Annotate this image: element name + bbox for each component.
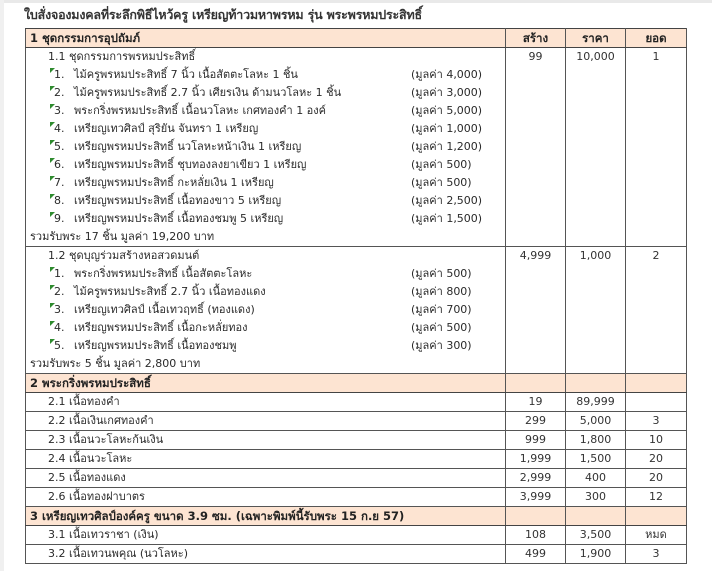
balance-value: 3 (626, 412, 687, 431)
balance-value: หมด (626, 526, 687, 545)
price-value: 1,000 (566, 247, 626, 266)
item-value: (มูลค่า 300) (411, 339, 472, 352)
item-value: (มูลค่า 1,200) (411, 140, 483, 153)
price-value: 1,900 (566, 545, 626, 564)
column-header-created: สร้าง (506, 29, 566, 48)
list-item (26, 102, 687, 120)
text-number-flag-icon (50, 321, 55, 326)
price-value: 5,000 (566, 412, 626, 431)
list-item (26, 174, 687, 192)
list-item (26, 319, 687, 337)
balance-value: 12 (626, 488, 687, 507)
price-value: 1,500 (566, 450, 626, 469)
row-label: 2.1 เนื้อทองคำ (26, 393, 506, 412)
price-value: 1,800 (566, 431, 626, 450)
balance-value: 1 (626, 48, 687, 67)
section-header-1 (26, 29, 687, 48)
item-number: 4. (54, 122, 65, 135)
list-item (26, 265, 687, 283)
text-number-flag-icon (50, 303, 55, 308)
table-row (26, 545, 687, 564)
created-count: 3,999 (506, 488, 566, 507)
price-value: 10,000 (566, 48, 626, 67)
group-total: รวมรับพระ 5 ชิ้น มูลค่า 2,800 บาท (26, 355, 506, 374)
item-value: (มูลค่า 700) (411, 303, 472, 316)
item-text: เหรียญเทวศิลป์ เนื้อเทวฤทธิ์ (ทองแดง) (74, 303, 255, 316)
row-label: 3.1 เนื้อเทวราชา (เงิน) (26, 526, 506, 545)
created-count: 299 (506, 412, 566, 431)
column-header-price: ราคา (566, 29, 626, 48)
item-number: 1. (54, 267, 65, 280)
item-text: เหรียญเทวศิลป์ สุริยัน จันทรา 1 เหรียญ (74, 122, 259, 135)
text-number-flag-icon (50, 140, 55, 145)
list-item (26, 120, 687, 138)
group-row (26, 247, 687, 266)
item-number: 4. (54, 321, 65, 334)
created-count: 99 (506, 48, 566, 67)
text-number-flag-icon (50, 194, 55, 199)
text-number-flag-icon (50, 104, 55, 109)
table-row (26, 526, 687, 545)
list-item (26, 138, 687, 156)
item-number: 2. (54, 86, 65, 99)
balance-value: 20 (626, 450, 687, 469)
row-label: 2.4 เนื้อนวะโลหะ (26, 450, 506, 469)
text-number-flag-icon (50, 68, 55, 73)
item-value: (มูลค่า 500) (411, 321, 472, 334)
section-title: 2 พระกริ่งพรหมประสิทธิ์ (26, 374, 506, 393)
balance-value: 20 (626, 469, 687, 488)
window-top-edge (0, 0, 712, 3)
created-count: 2,999 (506, 469, 566, 488)
list-item (26, 283, 687, 301)
item-number: 2. (54, 285, 65, 298)
list-item (26, 301, 687, 319)
group-label: 1.2 ชุดบุญร่วมสร้างหอสวดมนต์ (26, 247, 506, 266)
group-total-row (26, 355, 687, 374)
item-number: 8. (54, 194, 65, 207)
row-label: 3.2 เนื้อเทวนพคุณ (นวโลหะ) (26, 545, 506, 564)
table-row (26, 488, 687, 507)
item-value: (มูลค่า 800) (411, 285, 472, 298)
item-number: 6. (54, 158, 65, 171)
text-number-flag-icon (50, 267, 55, 272)
text-number-flag-icon (50, 212, 55, 217)
item-number: 1. (54, 68, 65, 81)
balance-value (626, 393, 687, 412)
table-row (26, 412, 687, 431)
list-item (26, 156, 687, 174)
table-row (26, 469, 687, 488)
item-value: (มูลค่า 2,500) (411, 194, 483, 207)
price-value: 89,999 (566, 393, 626, 412)
item-text: ไม้ครูพรหมประสิทธิ์ 7 นิ้ว เนื้อสัตตะโลหะ 1 ชิ้น (74, 68, 298, 81)
item-number: 3. (54, 104, 65, 117)
created-count: 108 (506, 526, 566, 545)
group-row (26, 48, 687, 67)
list-item (26, 337, 687, 355)
text-number-flag-icon (50, 339, 55, 344)
list-item (26, 84, 687, 102)
item-value: (มูลค่า 5,000) (411, 104, 483, 117)
text-number-flag-icon (50, 285, 55, 290)
group-total: รวมรับพระ 17 ชิ้น มูลค่า 19,200 บาท (26, 228, 506, 247)
item-text: ไม้ครูพรหมประสิทธิ์ 2.7 นิ้ว เนื้อทองแดง (74, 285, 266, 298)
list-item (26, 66, 687, 84)
price-value: 400 (566, 469, 626, 488)
text-number-flag-icon (50, 158, 55, 163)
item-number: 5. (54, 339, 65, 352)
group-label: 1.1 ชุดกรรมการพรหมประสิทธิ์ (26, 48, 506, 67)
item-text: เหรียญพรหมประสิทธิ์ ชุบทองลงยาเขียว 1 เหรียญ (74, 158, 307, 171)
created-count: 1,999 (506, 450, 566, 469)
order-table (25, 28, 687, 564)
created-count: 499 (506, 545, 566, 564)
item-text: เหรียญพรหมประสิทธิ์ เนื้อทองชมพู 5 เหรียญ (74, 212, 284, 225)
balance-value: 2 (626, 247, 687, 266)
item-text: เหรียญพรหมประสิทธิ์ นวโลหะหน้าเงิน 1 เหรียญ (74, 140, 302, 153)
created-count: 4,999 (506, 247, 566, 266)
group-total-row (26, 228, 687, 247)
list-item (26, 210, 687, 228)
item-value: (มูลค่า 3,000) (411, 86, 483, 99)
created-count: 19 (506, 393, 566, 412)
row-label: 2.2 เนื้อเงินเกศทองคำ (26, 412, 506, 431)
item-value: (มูลค่า 1,500) (411, 212, 483, 225)
item-text: เหรียญพรหมประสิทธิ์ เนื้อทองขาว 5 เหรียญ (74, 194, 282, 207)
row-label: 2.6 เนื้อทองฝาบาตร (26, 488, 506, 507)
balance-value: 10 (626, 431, 687, 450)
text-number-flag-icon (50, 122, 55, 127)
item-value: (มูลค่า 500) (411, 176, 472, 189)
item-number: 9. (54, 212, 65, 225)
text-number-flag-icon (50, 176, 55, 181)
text-number-flag-icon (50, 86, 55, 91)
item-text: เหรียญพรหมประสิทธิ์ เนื้อทองชมพู (74, 339, 237, 352)
item-value: (มูลค่า 500) (411, 267, 472, 280)
item-text: พระกริ่งพรหมประสิทธิ์ เนื้อนวโลหะ เกศทองคำ 1 องค์ (74, 104, 327, 117)
list-item (26, 192, 687, 210)
section-title: 1 ชุดกรรมการอุปถัมภ์ (26, 29, 506, 48)
table-row (26, 431, 687, 450)
item-value: (มูลค่า 500) (411, 158, 472, 171)
item-value: (มูลค่า 4,000) (411, 68, 483, 81)
item-value: (มูลค่า 1,000) (411, 122, 483, 135)
window-left-edge (0, 0, 4, 571)
section-title: 3 เหรียญเทวศิลป์องค์ครู ขนาด 3.9 ซม. (เฉพาะพิมพ์นี้รับพระ 15 ก.ย 57) (26, 507, 506, 526)
created-count: 999 (506, 431, 566, 450)
table-row (26, 393, 687, 412)
section-header-2 (26, 374, 687, 393)
price-value: 300 (566, 488, 626, 507)
item-number: 3. (54, 303, 65, 316)
price-value: 3,500 (566, 526, 626, 545)
item-text: เหรียญพรหมประสิทธิ์ เนื้อกะหลั่ยทอง (74, 321, 248, 334)
row-label: 2.3 เนื้อนวะโลหะก้นเงิน (26, 431, 506, 450)
item-text: เหรียญพรหมประสิทธิ์ กะหลั่ยเงิน 1 เหรียญ (74, 176, 274, 189)
table-row (26, 450, 687, 469)
item-number: 5. (54, 140, 65, 153)
item-text: ไม้ครูพรหมประสิทธิ์ 2.7 นิ้ว เศียรเงิน ด้ามนวโลหะ 1 ชิ้น (74, 86, 342, 99)
item-number: 7. (54, 176, 65, 189)
item-text: พระกริ่งพรหมประสิทธิ์ เนื้อสัตตะโลหะ (74, 267, 253, 280)
balance-value: 3 (626, 545, 687, 564)
section-header-3 (26, 507, 687, 526)
column-header-balance: ยอด (626, 29, 687, 48)
row-label: 2.5 เนื้อทองแดง (26, 469, 506, 488)
document-title: ใบสั่งจองมงคลที่ระลึกพิธีไหว้ครู เหรียญท้าวมหาพรหม รุ่น พระพรหมประสิทธิ์ (24, 7, 422, 22)
